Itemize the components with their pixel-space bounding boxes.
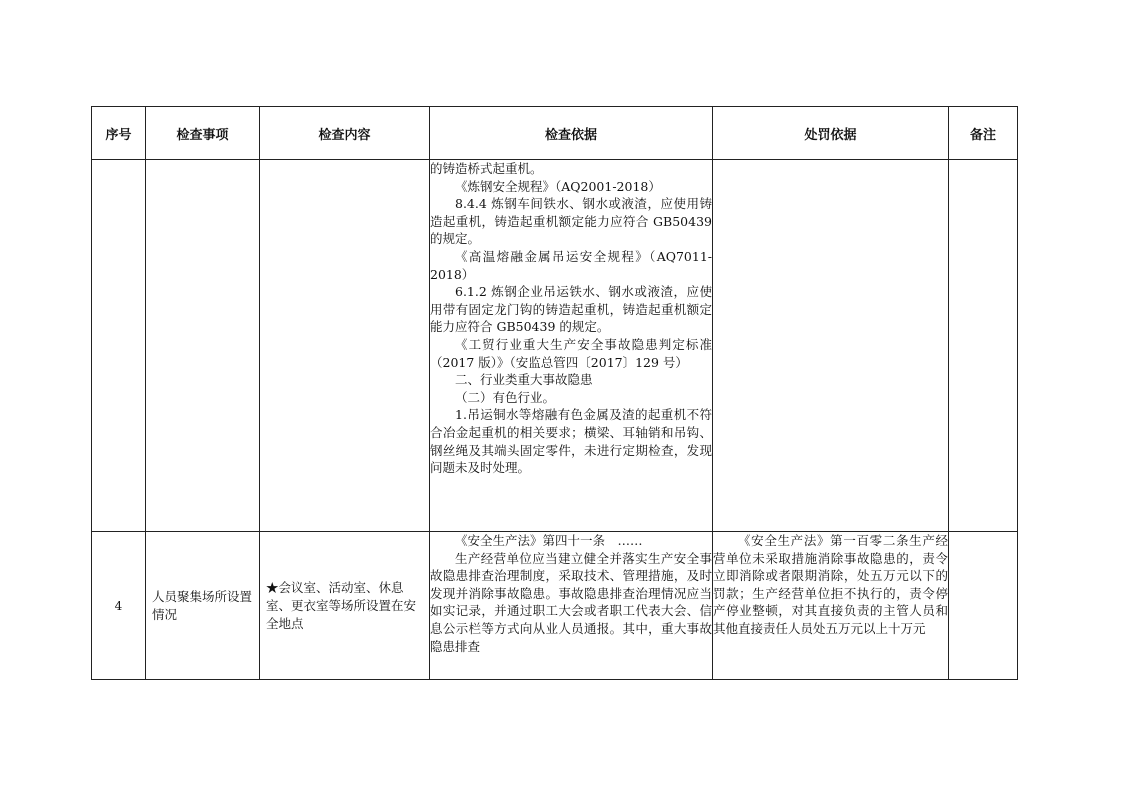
content-text: ★会议室、活动室、休息室、更衣室等场所设置在安全地点 xyxy=(266,579,417,631)
cell-seq xyxy=(92,160,146,532)
basis-line: 二、行业类重大事故隐患 xyxy=(455,372,593,388)
inspection-table xyxy=(91,106,1018,680)
penalty-line: 《安全生产法》第一百零二条生产经营单位未采取措施消除事故隐患的，责令立即消除或者限期消除，处五万元以下的罚款；生产经营单位拒不执行的，责令停产停业整顿，对其直接负责的主管人员和其他直接责任人员处五万元以上十万元 xyxy=(713,533,948,636)
cell-basis xyxy=(430,532,713,680)
item-text: 人员聚集场所设置情况 xyxy=(152,588,253,622)
header-content: 检查内容 xyxy=(260,107,430,160)
basis-line: 的铸造桥式起重机。 xyxy=(430,161,543,176)
table-row-continued xyxy=(92,160,1018,532)
basis-line: 6.1.2 炼钢企业吊运铁水、钢水或液渣，应使用带有固定龙门钩的铸造起重机，铸造起重机额定能力应符合 GB50439 的规定。 xyxy=(430,284,712,335)
header-note: 备注 xyxy=(949,107,1018,160)
cell-item xyxy=(146,160,260,532)
basis-line: 生产经营单位应当建立健全并落实生产安全事故隐患排查治理制度，采取技术、管理措施，及时发现并消除事故隐患。事故隐患排查治理情况应当如实记录，并通过职工大会或者职工代表大会、信息公示栏等方式向从业人员通报。其中，重大事故隐患排查 xyxy=(430,550,712,654)
header-item: 检查事项 xyxy=(146,107,260,160)
cell-note xyxy=(949,532,1018,680)
cell-seq: 4 xyxy=(92,532,146,680)
header-penalty: 处罚依据 xyxy=(713,107,949,160)
cell-basis xyxy=(430,160,713,532)
cell-note xyxy=(949,160,1018,532)
cell-penalty xyxy=(713,532,949,680)
header-seq: 序号 xyxy=(92,107,146,160)
cell-content xyxy=(260,532,430,680)
basis-line: （二）有色行业。 xyxy=(455,389,556,405)
basis-line: 1.吊运铜水等熔融有色金属及渣的起重机不符合冶金起重机的相关要求；横梁、耳轴销和吊钩、钢丝绳及其端头固定零件，未进行定期检查，发现问题未及时处理。 xyxy=(430,407,712,476)
basis-line: 《安全生产法》第四十一条 …… xyxy=(455,533,643,548)
table-row-4 xyxy=(92,532,1018,680)
basis-line: 8.4.4 炼钢车间铁水、钢水或液渣，应使用铸造起重机，铸造起重机额定能力应符合 GB50439 的规定。 xyxy=(430,196,712,247)
basis-line: 《炼钢安全规程》（AQ2001-2018） xyxy=(455,178,661,194)
header-basis: 检查依据 xyxy=(430,107,713,160)
header-row xyxy=(92,107,1018,160)
basis-line: 《高温熔融金属吊运安全规程》（AQ7011-2018） xyxy=(430,248,712,282)
basis-line: 《工贸行业重大生产安全事故隐患判定标准（2017 版）》（安监总管四〔2017〕129 号） xyxy=(430,336,712,370)
cell-content xyxy=(260,160,430,532)
cell-penalty xyxy=(713,160,949,532)
cell-item xyxy=(146,532,260,680)
